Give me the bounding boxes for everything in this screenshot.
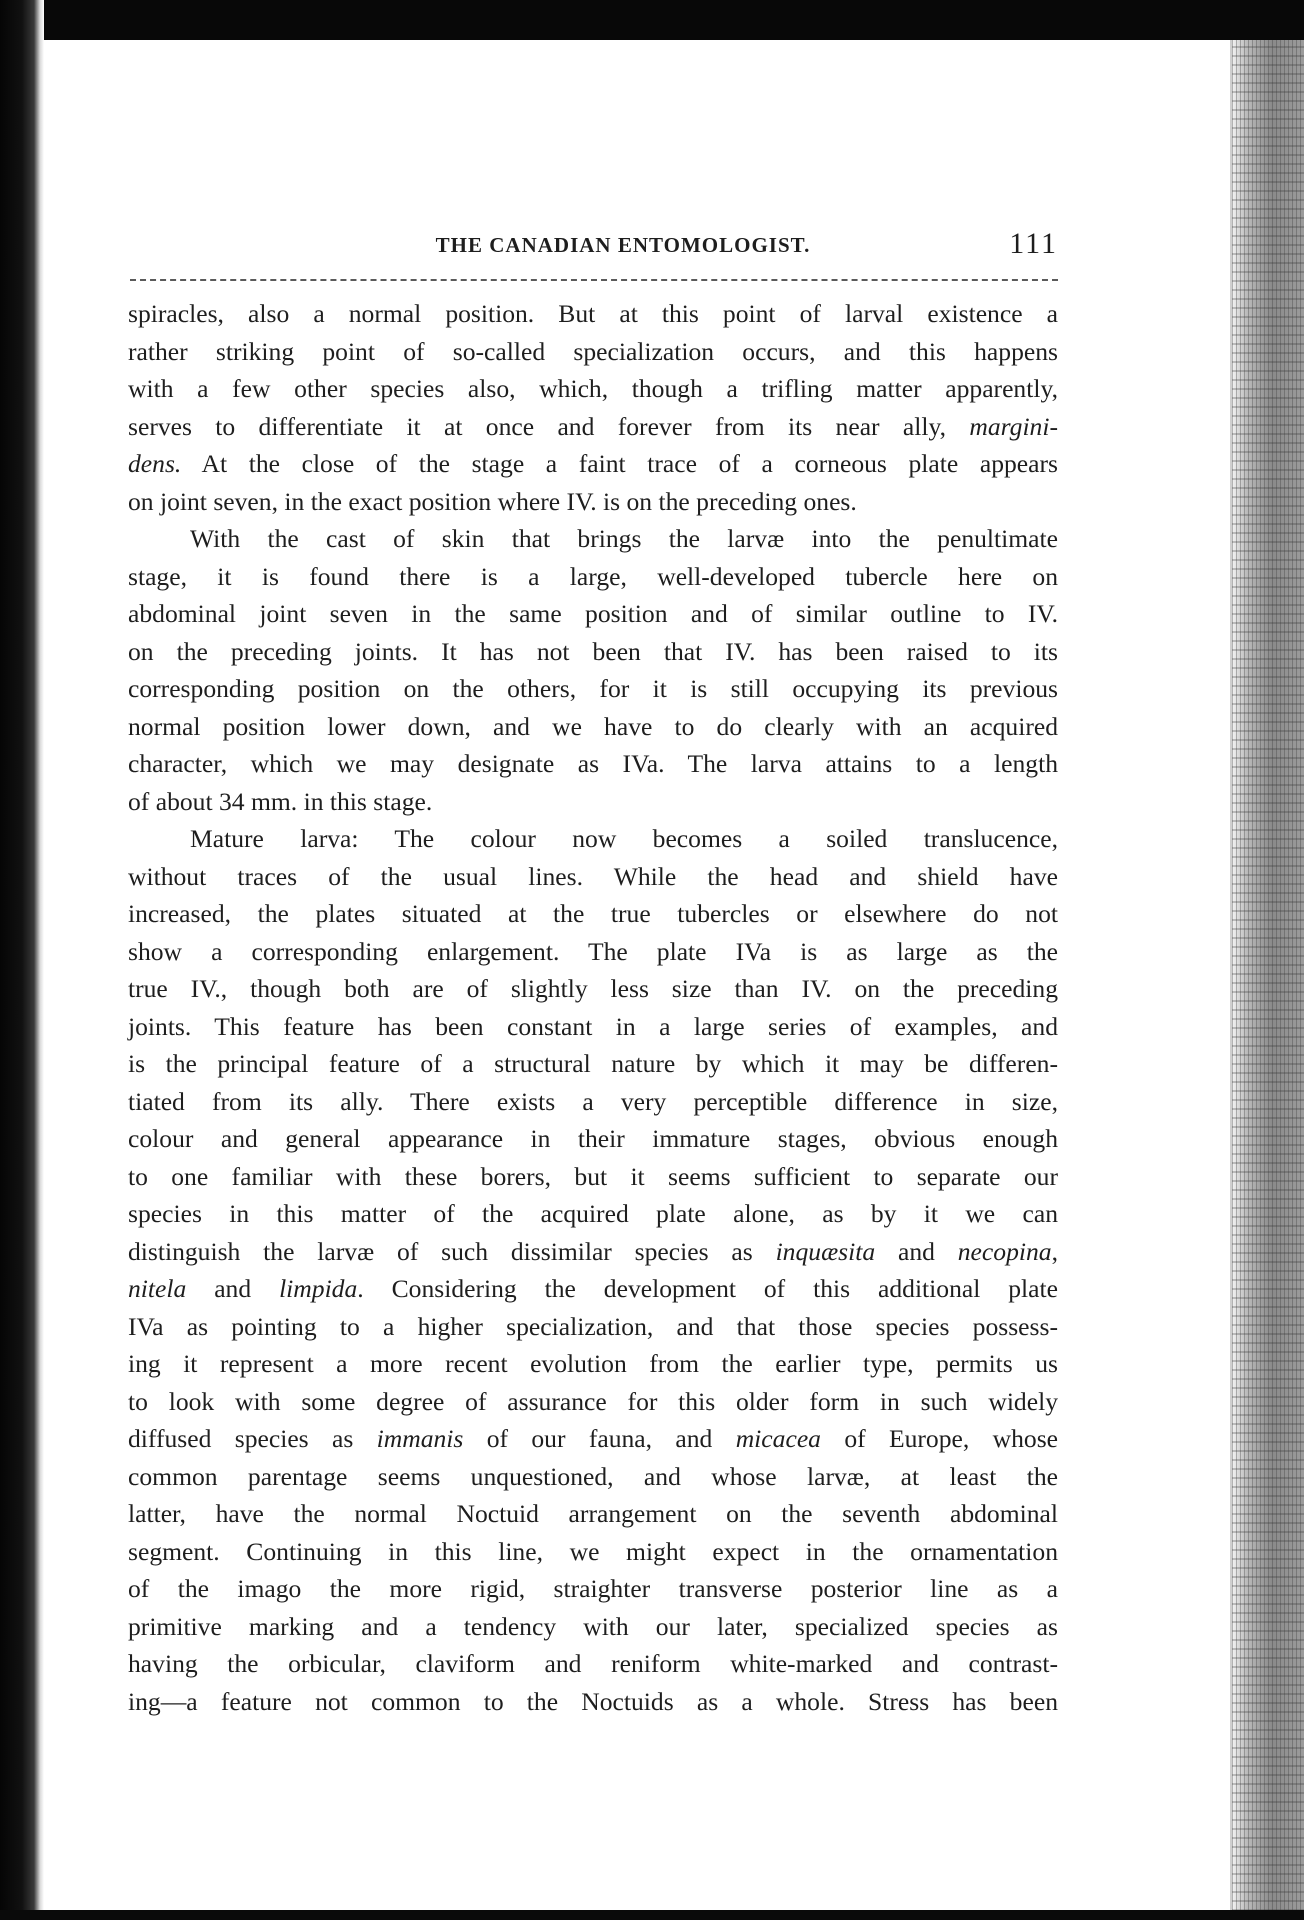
text-line: spiracles, also a normal position. But at this point of larval existence a [128,299,1058,328]
text-line [128,408,1058,446]
page-number: 111 [1009,227,1058,260]
text-line: tiated from its ally. There exists a very perceptible difference in size, [128,1086,1058,1116]
text-line: joints. This feature has been constant in a large series of examples, and [128,1011,1058,1041]
book-page [128,225,1058,1720]
text-line: primitive marking and a tendency with our later, specialized species as [128,1611,1058,1641]
text-run: of our fauna, and [463,1424,736,1453]
species-name: immanis [376,1424,464,1453]
text-line: with a few other species also, which, though a trifling matter apparently, [128,374,1058,403]
text-line: character, which we may designate as IVa. The larva attains to a length [128,749,1058,778]
text-line: of the imago the more rigid, straighter transverse posterior line as a [128,1574,1058,1603]
text-line: increased, the plates situated at the true tubercles or elsewhere do not [128,899,1058,928]
text-line: stage, it is found there is a large, well-developed tubercle here on [128,561,1058,591]
text-line: without traces of the usual lines. While the head and shield have [128,861,1058,891]
running-header [128,225,1058,275]
text-line: having the orbicular, claviform and reniform white-marked and contrast- [128,1649,1058,1678]
text-line: ing it represent a more recent evolution from the earlier type, permits us [128,1349,1058,1378]
text-line: latter, have the normal Noctuid arrangement on the seventh abdominal [128,1499,1058,1528]
scan-left-binding [0,0,44,1920]
text-line: to one familiar with these borers, but it seems sufficient to separate our [128,1161,1058,1191]
scan-top-border [0,0,1304,40]
species-name: micacea [735,1424,821,1453]
text-line: to look with some degree of assurance for this older form in such widely [128,1386,1058,1416]
text-line: corresponding position on the others, for it is still occupying its previous [128,674,1058,703]
text-line: on the preceding joints. It has not been that IV. has been raised to its [128,636,1058,666]
text-line: is the principal feature of a structural nature by which it may be differen- [128,1049,1058,1078]
text-line [128,1420,1058,1458]
text-run: of Europe, whose [820,1424,1059,1453]
text-line [128,1270,1058,1308]
text-line: rather striking point of so-called specialization occurs, and this happens [128,336,1058,366]
text-run: At the close of the stage a faint trace of a corneous plate appears [181,449,1058,478]
running-title: THE CANADIAN ENTOMOLOGIST. [435,233,811,257]
text-line: true IV., though both are of slightly less size than IV. on the preceding [128,974,1058,1003]
text-run: diffused species as [128,1424,377,1453]
text-line: normal position lower down, and we have to do clearly with an acquired [128,711,1058,741]
text-line: show a corresponding enlargement. The plate IVa is as large as the [128,936,1058,966]
species-name: necopina [957,1236,1052,1266]
text-line: Mature larva: The colour now becomes a soiled translucence, [190,824,1058,853]
header-rule [130,279,1058,281]
text-line: ing—a feature not common to the Noctuids as a whole. Stress has been [128,1686,1058,1716]
text-run: and [186,1274,280,1303]
species-name: dens. [128,449,182,478]
text-line: abdominal joint seven in the same position and of similar outline to IV. [128,599,1058,628]
text-line: on joint seven, in the exact position where IV. is on the preceding ones. [128,486,857,516]
text-run: . Considering the development of this additional plate [357,1274,1058,1303]
text-line: With the cast of skin that brings the larvæ into the penultimate [190,524,1058,553]
text-run: , [1051,1236,1058,1266]
text-run: serves to differentiate it at once and forever from its near ally, [128,411,970,441]
species-name: limpida [279,1274,358,1303]
text-run: distinguish the larvæ of such dissimilar species as [128,1236,776,1266]
text-line [128,1233,1058,1271]
text-run: and [875,1236,958,1266]
scan-right-page-stack [1232,40,1304,1920]
text-line: species in this matter of the acquired plate alone, as by it we can [128,1199,1058,1228]
text-line [128,445,1058,483]
species-name: inquæsita [775,1236,876,1266]
species-name: nitela [128,1274,187,1303]
scan-bottom-border [0,1910,1304,1920]
body-text [128,295,1058,1720]
text-line: common parentage seems unquestioned, and whose larvæ, at least the [128,1461,1058,1491]
text-line: segment. Continuing in this line, we might expect in the ornamentation [128,1536,1058,1566]
text-line: of about 34 mm. in this stage. [128,786,433,816]
text-line: colour and general appearance in their immature stages, obvious enough [128,1124,1058,1153]
text-line: IVa as pointing to a higher specialization, and that those species possess- [128,1311,1058,1341]
species-name: margini- [969,411,1058,441]
